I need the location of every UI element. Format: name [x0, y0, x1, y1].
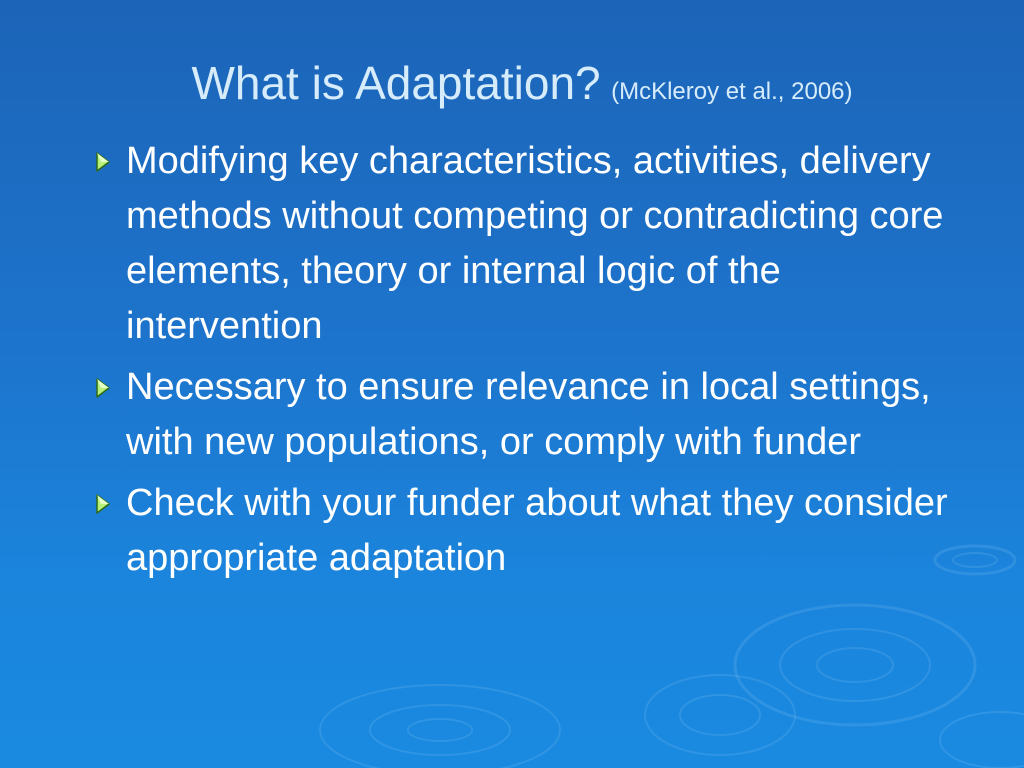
title-citation: (McKleroy et al., 2006) — [611, 78, 853, 105]
arrow-bullet-icon — [88, 373, 118, 403]
bullet-text: Modifying key characteristics, activities, delivery methods without competing or contradicting core elements, theory or internal logic of the intervention — [126, 140, 944, 347]
slide-title — [0, 56, 1024, 110]
bullet-item — [88, 134, 968, 354]
bullet-item — [88, 476, 968, 586]
bullet-text: Necessary to ensure relevance in local settings, with new populations, or comply with funder — [126, 366, 931, 463]
title-text: What is Adaptation? — [191, 57, 601, 109]
bullet-text: Check with your funder about what they consider appropriate adaptation — [126, 482, 948, 579]
arrow-bullet-icon — [88, 147, 118, 177]
bullet-list — [88, 134, 968, 592]
arrow-bullet-icon — [88, 489, 118, 519]
bullet-item — [88, 360, 968, 470]
